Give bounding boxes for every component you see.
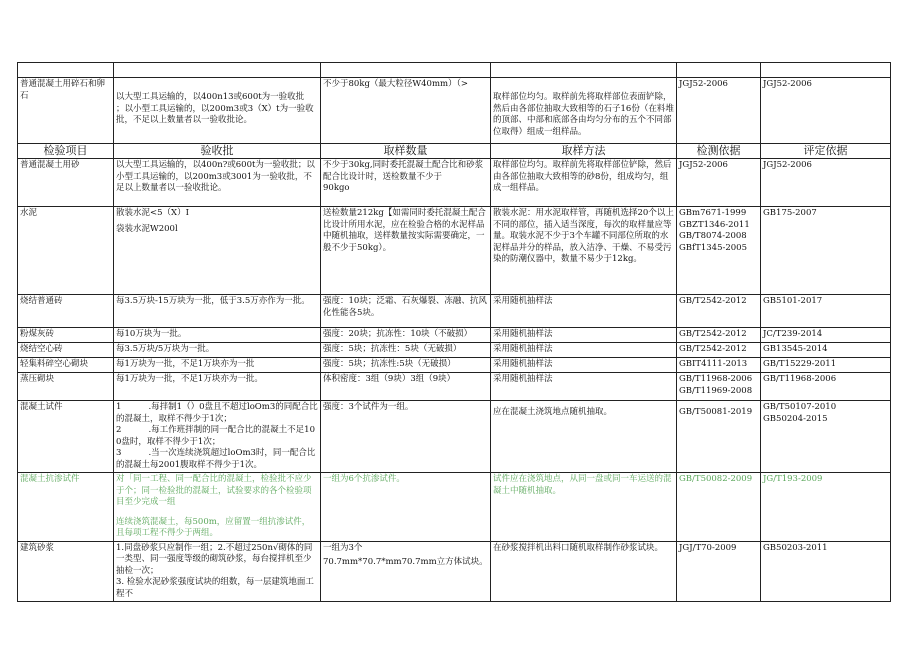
basis-cell: GBIT4111-2013 bbox=[677, 358, 761, 373]
table-row-concrete-specimen bbox=[18, 401, 891, 473]
batch-cell bbox=[114, 401, 321, 473]
quantity-line: 不少于30kg,同时委托混凝土配合比和砂浆配合比设计时，送检数量不少于 bbox=[323, 160, 484, 182]
quantity-cell: 强度：3个试件为一组。 bbox=[321, 401, 491, 473]
batch-cell bbox=[114, 78, 321, 144]
table-row-cement bbox=[18, 207, 891, 295]
method-cell: 采用随机抽样法 bbox=[491, 328, 677, 343]
basis-line: GB/T11969-2008 bbox=[679, 385, 753, 396]
header-eval: 评定依据 bbox=[761, 144, 891, 159]
item-cell: 烧结空心砖 bbox=[18, 343, 114, 358]
batch-line: 3. 检验水泥砂浆强度试块的组数，每一层建筑地面工程不 bbox=[116, 577, 314, 599]
batch-line bbox=[116, 402, 318, 425]
header-quantity: 取样数量 bbox=[321, 144, 491, 159]
quantity-line: 90kgo bbox=[323, 183, 350, 193]
method-cell: 在砂浆搅拌机出料口随机取样制作砂浆试块。 bbox=[491, 541, 677, 602]
eval-cell: JGJ52-2006 bbox=[761, 159, 891, 207]
batch-line: 对「同一工程、同一配合比的混凝土，检验批不应少于个；同一检验批的混凝土，试验要求的各个检验项目至少完成一组 bbox=[116, 474, 312, 507]
batch-line bbox=[116, 425, 318, 448]
blank-row bbox=[18, 63, 891, 78]
eval-line: GB/T50107-2010 bbox=[763, 402, 837, 412]
table-row-lightweight-block bbox=[18, 358, 891, 373]
quantity-cell: 送检数量212kg【如需同时委托混凝土配合比设计所用水泥，应在检验合格的水泥样品中随机抽取，送样数量按实际需要确定，一般不少于50kg）。 bbox=[321, 207, 491, 295]
item-cell: 水泥 bbox=[18, 207, 114, 295]
eval-cell: GB/T15229-2011 bbox=[761, 358, 891, 373]
basis-cell: GB/T50082-2009 bbox=[677, 473, 761, 542]
method-cell: 散装水泥：用水泥取样管，再随机选择20个以上不同的部位，插入适当深度，每次的取样量应等量。取装水泥不少于3个车罐不同部位所取的水泥样品并分的样品，放入洁净、干燥、不易受污染的防潮仪器中，数量不易少于12kg。 bbox=[491, 207, 677, 295]
batch-line: 连续浇筑混凝土，每500m，应留置一组抗渗试件，且每项工程不得少于两组。 bbox=[116, 516, 311, 538]
method-cell: 取样部位均匀。取样前先将取样部位铲除，然后由各部位抽取大致相等的砂8份，组成均匀，组成一组样品。 bbox=[491, 159, 677, 207]
table-row-impermeability-specimen bbox=[18, 473, 891, 542]
eval-line: GB50204-2015 bbox=[763, 413, 828, 424]
item-cell: 轻集料碎空心砌块 bbox=[18, 358, 114, 373]
list-number: 2 bbox=[116, 425, 122, 435]
batch-cell: 每1万块为一批，不足1万块亦为一批。 bbox=[114, 373, 321, 401]
batch-cell bbox=[114, 473, 321, 542]
batch-cell: 每3.5万块-15万块为一批，低于3.5万亦作为一批。 bbox=[114, 295, 321, 328]
eval-cell: JC/T239-2014 bbox=[761, 328, 891, 343]
list-number: 1 bbox=[116, 402, 122, 412]
item-cell: 普通混凝土用碎石和卵石 bbox=[18, 78, 114, 144]
method-cell: 试件应在浇筑地点，从同一盘或同一车运送的混凝土中随机抽取。 bbox=[491, 473, 677, 542]
item-cell: 普通混凝土用砂 bbox=[18, 159, 114, 207]
quantity-line: 一组为3个 bbox=[323, 542, 363, 553]
blank-cell bbox=[114, 63, 321, 78]
item-cell: 建筑砂浆 bbox=[18, 541, 114, 602]
table-row-gravel bbox=[18, 78, 891, 144]
eval-cell: GB/T11968-2006 bbox=[761, 373, 891, 401]
table-row-hollow-brick bbox=[18, 343, 891, 358]
batch-line: 散装水泥<5（X）I bbox=[116, 208, 189, 218]
quantity-cell: 强度：5块；抗冻性：5块（无破损） bbox=[321, 343, 491, 358]
batch-cell: 以大型工具运输的，以400n?或600t为一验收批；以小型工具运输的，以200m3或3001为一验收批，不足以上数量者以一验收批论。 bbox=[114, 159, 321, 207]
batch-cell: 每3.5万块/5万块为一批。 bbox=[114, 343, 321, 358]
table-row-fly-ash-brick bbox=[18, 328, 891, 343]
quantity-cell: 体积密度：3组（9块）3组（9块） bbox=[321, 373, 491, 401]
basis-cell bbox=[677, 373, 761, 401]
batch-cell: 每10万块为一批。 bbox=[114, 328, 321, 343]
basis-cell: JGJ52-2006 bbox=[677, 159, 761, 207]
basis-cell bbox=[677, 207, 761, 295]
table-row-mortar bbox=[18, 541, 891, 602]
eval-cell: JGJ52-2006 bbox=[761, 78, 891, 144]
method-cell: 采用随机抽样法 bbox=[491, 358, 677, 373]
list-number: 3 bbox=[116, 448, 122, 458]
item-cell: 粉煤灰砖 bbox=[18, 328, 114, 343]
blank-cell bbox=[491, 63, 677, 78]
batch-cell bbox=[114, 207, 321, 295]
item-cell: 蒸压砌块 bbox=[18, 373, 114, 401]
batch-cell: 每1万块为一批，不足1万块亦为一批 bbox=[114, 358, 321, 373]
eval-cell: GB13545-2014 bbox=[761, 343, 891, 358]
quantity-line: 70.7mm*70.7*mm70.7mm立方体试块。 bbox=[323, 557, 488, 567]
basis-line: GB/T11968-2006 bbox=[679, 374, 753, 384]
batch-line: 以大型工具运输的，以400n13或600t为一验收批 bbox=[116, 92, 305, 102]
blank-cell bbox=[677, 63, 761, 78]
basis-line: GBfT1345-2005 bbox=[679, 242, 747, 253]
header-method: 取样方法 bbox=[491, 144, 677, 159]
sampling-standards-table bbox=[17, 62, 891, 602]
batch-line bbox=[116, 448, 318, 471]
header-item: 检验项目 bbox=[18, 144, 114, 159]
blank-cell bbox=[321, 63, 491, 78]
standards-table-sheet bbox=[17, 62, 890, 652]
method-cell: 取样部位均匀。取样前先将取样部位表面铲除，然后由各部位抽取大致相等的石子16份（在料堆的顶部、中部和底部各由均匀分布的五个不同部位取得）组成一组样品。 bbox=[491, 78, 677, 144]
method-cell: 采用随机抽样法 bbox=[491, 373, 677, 401]
batch-line: 1.同盘砂浆只应制作一组；2.不超过250n√砌体的同一类型、同一强度等级的砌筑砂浆，每台搅拌机至少抽检一次； bbox=[116, 542, 313, 576]
basis-cell: GB/T50081-2019 bbox=[677, 401, 761, 473]
basis-cell: GB/T2542-2012 bbox=[677, 328, 761, 343]
quantity-cell bbox=[321, 159, 491, 207]
eval-cell: GB5101-2017 bbox=[761, 295, 891, 328]
item-cell: 混凝土抗渗试件 bbox=[18, 473, 114, 542]
method-cell: 应在混凝土浇筑地点随机抽取。 bbox=[491, 401, 677, 473]
quantity-cell: 强度：20块；抗冻性：10块（不破损） bbox=[321, 328, 491, 343]
list-text: .每拌制1（）0盘且不超过loOm3的同配合比的混凝土，取样不得少于1次； bbox=[116, 402, 318, 424]
basis-line: GBZT1346-2011 bbox=[679, 219, 750, 230]
quantity-cell: 不少于80kg（最大粒径W40mm）（> bbox=[321, 78, 491, 144]
blank-cell bbox=[18, 63, 114, 78]
basis-line: GB/T8074-2008 bbox=[679, 231, 747, 241]
list-text: .当一次连续浇筑超过loOm3时，同一配合比的混凝土每2001腹取样不得少于1次。 bbox=[116, 448, 316, 470]
quantity-cell bbox=[321, 541, 491, 602]
basis-cell: GB/T2542-2012 bbox=[677, 295, 761, 328]
eval-cell: GB50203-2011 bbox=[761, 541, 891, 602]
spacer bbox=[116, 509, 318, 517]
header-basis: 检测依据 bbox=[677, 144, 761, 159]
table-header-row bbox=[18, 144, 891, 159]
item-cell: 混凝土试件 bbox=[18, 401, 114, 473]
list-text: .每工作班拌制的同一配合比的混凝土不足100盘时，取样不得少于1次； bbox=[116, 425, 315, 447]
basis-cell: JGJ/T70-2009 bbox=[677, 541, 761, 602]
eval-cell bbox=[761, 401, 891, 473]
basis-line: GBm7671-1999 bbox=[679, 208, 747, 218]
eval-cell: GB175-2007 bbox=[761, 207, 891, 295]
batch-cell bbox=[114, 541, 321, 602]
quantity-cell: 一组为6个抗渗试件。 bbox=[321, 473, 491, 542]
method-cell: 采用随机抽样法 bbox=[491, 295, 677, 328]
eval-cell: JG/T193-2009 bbox=[761, 473, 891, 542]
item-cell: 烧结普通砖 bbox=[18, 295, 114, 328]
table-row-sand bbox=[18, 159, 891, 207]
table-row-autoclaved-block bbox=[18, 373, 891, 401]
quantity-cell: 强度：5块；抗冻性:5块（无破损） bbox=[321, 358, 491, 373]
blank-cell bbox=[761, 63, 891, 78]
quantity-cell: 强度：10块；泛霜、石灰爆裂、冻融、抗风化性能各5块。 bbox=[321, 295, 491, 328]
header-batch: 验收批 bbox=[114, 144, 321, 159]
table-row-fired-brick bbox=[18, 295, 891, 328]
batch-line: 袋装水泥W200l bbox=[116, 223, 178, 234]
method-cell: 采用随机抽样法 bbox=[491, 343, 677, 358]
batch-line: ；以小型工具运输的，以200m3或3（X）t为一验收批，不足以上数量者以一验收批论。 bbox=[116, 103, 314, 125]
basis-cell: GB/T2542-2012 bbox=[677, 343, 761, 358]
basis-cell: JGJ52-2006 bbox=[677, 78, 761, 144]
